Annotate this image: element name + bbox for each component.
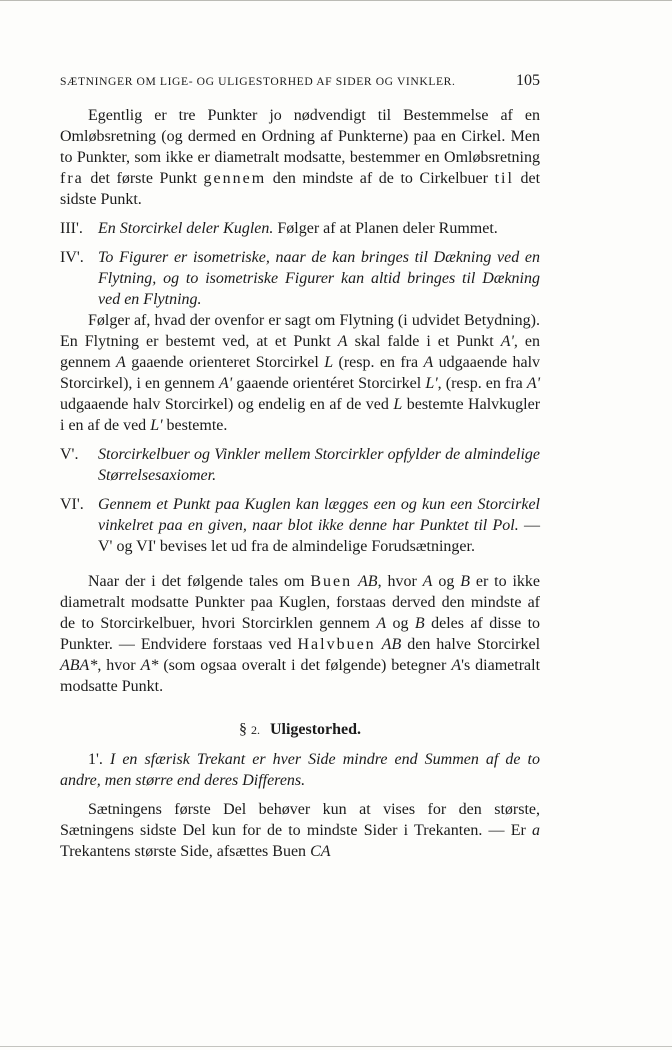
proposition-statement: Storcirkelbuer og Vinkler mellem Storcirkler opfylder de almindelige Størrelsesaxiomer. — [98, 446, 540, 484]
proposition-proof: Følger af at Planen deler Rummet. — [277, 220, 498, 237]
bottom-rule — [0, 1046, 672, 1047]
section-heading — [60, 719, 540, 741]
running-header — [60, 72, 540, 90]
proposition-proof: — V' og VI' bevises let ud fra de almindelige Forudsætninger. — [98, 517, 541, 555]
paragraph-2: Følger af, hvad der ovenfor er sagt om Flytning (i udvidet Betydning). En Flytning er bestemt ved, at et Punkt A skal falde i et Punkt A', en gennem A gaaende orienteret Storcirkel L (resp. en fra A udgaaende halv Storcirkel), i en gennem A' gaaende orientéret Storcirkel L', (resp. en fra A' udgaaende halv Storcirkel) og endelig en af de ved L bestemte Halvkugler i en af de ved L' bestemte. — [60, 312, 541, 434]
running-title: SÆTNINGER OM LIGE- OG ULIGESTORHED AF SIDER OG VINKLER. — [60, 75, 456, 88]
theorem-1 — [60, 749, 540, 791]
proposition-statement: En Storcirkel deler Kuglen. — [98, 220, 274, 237]
paragraph-4: Sætningens første Del behøver kun at vises for den største, Sætningens sidste Del kun for de to mindste Sider i Trekanten. — Er a Trekantens største Side, afsættes Buen CA — [60, 801, 541, 860]
section-title: Uligestorhed. — [269, 721, 362, 738]
proposition-5 — [60, 444, 540, 486]
page-number: 105 — [516, 72, 540, 89]
theorem-label: 1'. — [88, 751, 103, 768]
paragraph-1: Egentlig er tre Punkter jo nødvendigt til Bestemmelse af en Omløbsretning (og dermed en Ordning af Punkterne) paa en Cirkel. Men to Punkter, som ikke er diametralt modsatte, bestemmer en Omløbsretning fra det første Punkt gennem den mindste af de to Cirkelbuer til det sidste Punkt. — [60, 107, 541, 208]
proposition-label: VI'. — [60, 496, 84, 513]
proposition-label: III'. — [60, 220, 83, 237]
book-page — [60, 72, 540, 862]
proposition-statement: Gennem et Punkt paa Kuglen kan lægges een og kun een Storcirkel vinkelret paa en given, naar blot ikke denne har Punktet til Pol. — [98, 496, 540, 534]
proposition-6 — [60, 494, 540, 557]
proposition-4 — [60, 247, 540, 310]
theorem-statement: I en sfærisk Trekant er hver Side mindre end Summen af de to andre, men større end deres Differens. — [60, 751, 541, 789]
proposition-label: V'. — [60, 446, 79, 463]
section-symbol: § — [238, 721, 247, 738]
section-number: 2. — [250, 723, 260, 737]
proposition-label: IV'. — [60, 249, 84, 266]
proposition-3 — [60, 218, 540, 239]
top-rule — [0, 0, 672, 1]
paragraph-3: Naar der i det følgende tales om Buen AB, hvor A og B er to ikke diametralt modsatte Punkter paa Kuglen, forstaas derved den mindste af de to Storcirkelbuer, hvori Storcirklen gennem A og B deles af disse to Punkter. — Endvidere forstaas ved Halvbuen AB den halve Storcirkel ABA*, hvor A* (som ogsaa overalt i det følgende) betegner A's diametralt modsatte Punkt. — [60, 573, 541, 695]
proposition-statement: To Figurer er isometriske, naar de kan bringes til Dækning ved en Flytning, og to isometriske Figurer kan altid bringes til Dækning ved en Flytning. — [98, 249, 540, 308]
